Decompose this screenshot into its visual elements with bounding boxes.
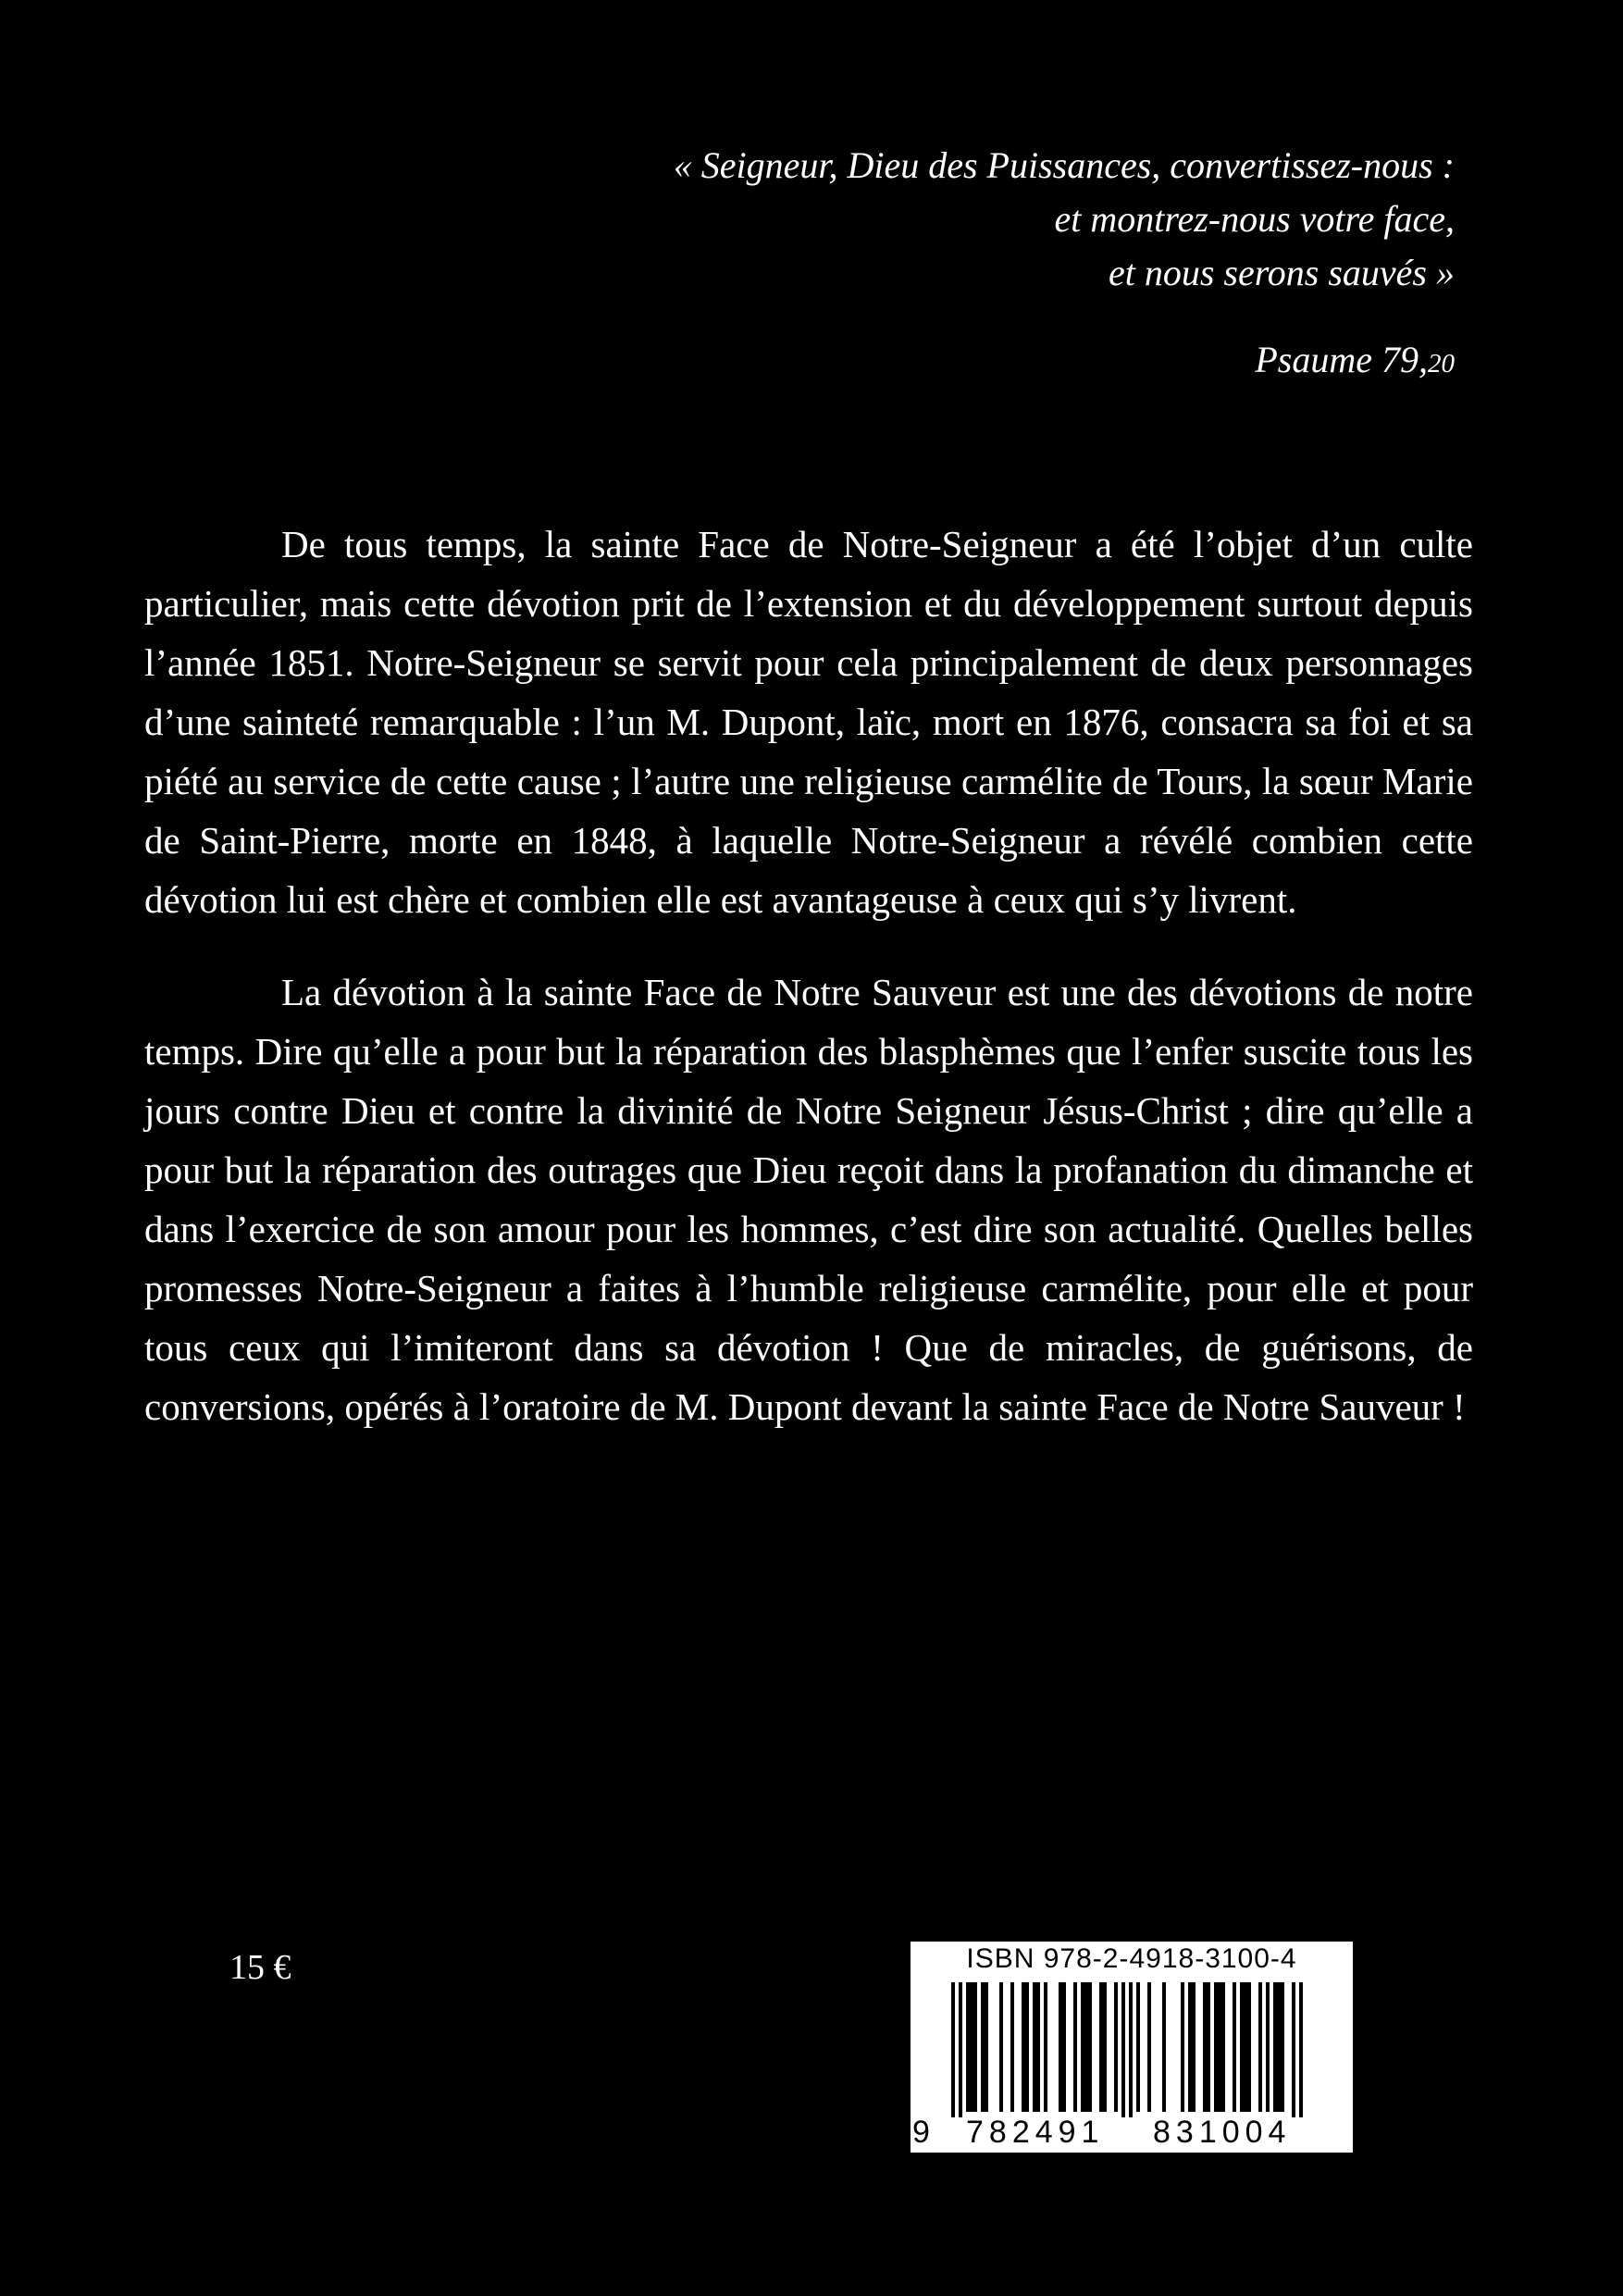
barcode-bar	[1207, 1982, 1210, 2112]
epigraph-line-2: et montrez-nous votre face,	[1054, 198, 1455, 240]
paragraph-1: De tous temps, la sainte Face de Notre-Seigneur a été l’objet d’un culte particulier, mais cette dévotion prit de l’extension et du développement surtout depuis l’année 1851. Notre-Seigneur se servit pour cela principalement de deux personnages d’une sainteté remarquable : l’un M. Dupont, laïc, mort en 1876, consacra sa foi et sa piété au service de cette cause ; l’autre une religieuse carmélite de Tours, la sœur Marie de Saint-Pierre, morte en 1848, à laquelle Notre-Seigneur a révélé combien cette dévotion lui est chère et combien elle est avantageuse à ceux qui s’y livrent.	[144, 523, 1473, 921]
barcode-bars	[911, 1979, 1353, 2117]
barcode-bar	[966, 1982, 970, 2112]
barcode-bar	[1188, 1982, 1192, 2112]
barcode-bar	[1088, 1982, 1092, 2112]
barcode-bar	[1203, 1982, 1207, 2112]
barcode-bar	[1233, 1982, 1236, 2112]
epigraph	[344, 139, 1455, 300]
barcode-bar	[1277, 1982, 1281, 2112]
epigraph-line-1: « Seigneur, Dieu des Puissances, convertissez-nous :	[673, 144, 1455, 186]
barcode-bar	[1025, 1982, 1029, 2112]
barcode-bar	[985, 1982, 988, 2112]
barcode-bar	[1181, 1982, 1184, 2112]
epigraph-line-3: et nous serons sauvés »	[1108, 252, 1455, 293]
back-cover-text	[144, 515, 1473, 1436]
barcode-bar	[1103, 1982, 1107, 2112]
barcode-bar	[1022, 1982, 1025, 2112]
barcode-bar	[1036, 1982, 1040, 2112]
barcode-bar	[1121, 1982, 1125, 2117]
barcode-digit-first: 9	[912, 2115, 930, 2150]
citation-verse: 20	[1428, 349, 1455, 379]
barcode-bar	[999, 1982, 1003, 2112]
barcode-bar	[1084, 1982, 1088, 2112]
barcode-digits-left: 782491	[966, 2115, 1105, 2150]
barcode-bar	[1247, 1982, 1251, 2112]
barcode-bar	[1281, 1982, 1284, 2112]
citation-source: Psaume 79,	[1255, 339, 1428, 380]
barcode-bar	[1192, 1982, 1196, 2112]
barcode-bar	[951, 1982, 955, 2117]
barcode-bar	[1147, 1982, 1151, 2112]
barcode-bar	[1218, 1982, 1221, 2112]
barcode-bar	[1240, 1982, 1244, 2112]
barcode-bar	[1062, 1982, 1066, 2112]
barcode-bar	[959, 1982, 962, 2117]
barcode-bar	[970, 1982, 973, 2112]
barcode-bar	[1099, 1982, 1103, 2112]
isbn-label: ISBN 978-2-4918-3100-4	[966, 1943, 1297, 1974]
isbn-barcode	[911, 1942, 1353, 2153]
barcode-bar	[1266, 1982, 1270, 2112]
barcode-digits	[911, 2114, 1353, 2151]
barcode-bar	[1258, 1982, 1262, 2112]
barcode-bar	[1033, 1982, 1036, 2112]
barcode-bar	[1010, 1982, 1014, 2112]
barcode-bar	[981, 1982, 985, 2112]
barcode-bar	[1221, 1982, 1225, 2112]
barcode-bar	[973, 1982, 977, 2112]
barcode-bar	[1299, 1982, 1303, 2117]
barcode-bar	[1214, 1982, 1218, 2112]
barcode-bar	[1244, 1982, 1247, 2112]
barcode-bar	[1162, 1982, 1166, 2112]
barcode-bar	[1081, 1982, 1084, 2112]
barcode-bar	[1136, 1982, 1140, 2112]
paragraph-2: La dévotion à la sainte Face de Notre Sauveur est une des dévotions de notre temps. Dire qu’elle a pour but la réparation des blasphèmes que l’enfer suscite tous les jours contre Dieu et contre la divinité de Notre Seigneur Jésus-Christ ; dire qu’elle a pour but la réparation des outrages que Dieu reçoit dans la profanation du dimanche et dans l’exercice de son amour pour les hommes, c’est dire son actualité. Quelles belles promesses Notre-Seigneur a faites à l’humble religieuse carmélite, pour elle et pour tous ceux qui l’imiteront dans sa dévotion ! Que de miracles, de guérisons, de conversions, opérés à l’oratoire de M. Dupont devant la sainte Face de Notre Sauveur !	[144, 971, 1473, 1428]
barcode-bar	[1044, 1982, 1047, 2112]
barcode-digits-right: 831004	[1153, 2115, 1292, 2150]
barcode-bar	[1114, 1982, 1118, 2112]
epigraph-citation	[1255, 333, 1455, 391]
price-label: 15 €	[229, 1948, 291, 1987]
barcode-bar	[1129, 1982, 1133, 2117]
barcode-bar	[1273, 1982, 1277, 2112]
barcode-bar	[1073, 1982, 1077, 2112]
barcode-bar	[1059, 1982, 1062, 2112]
barcode-bar	[1292, 1982, 1295, 2117]
